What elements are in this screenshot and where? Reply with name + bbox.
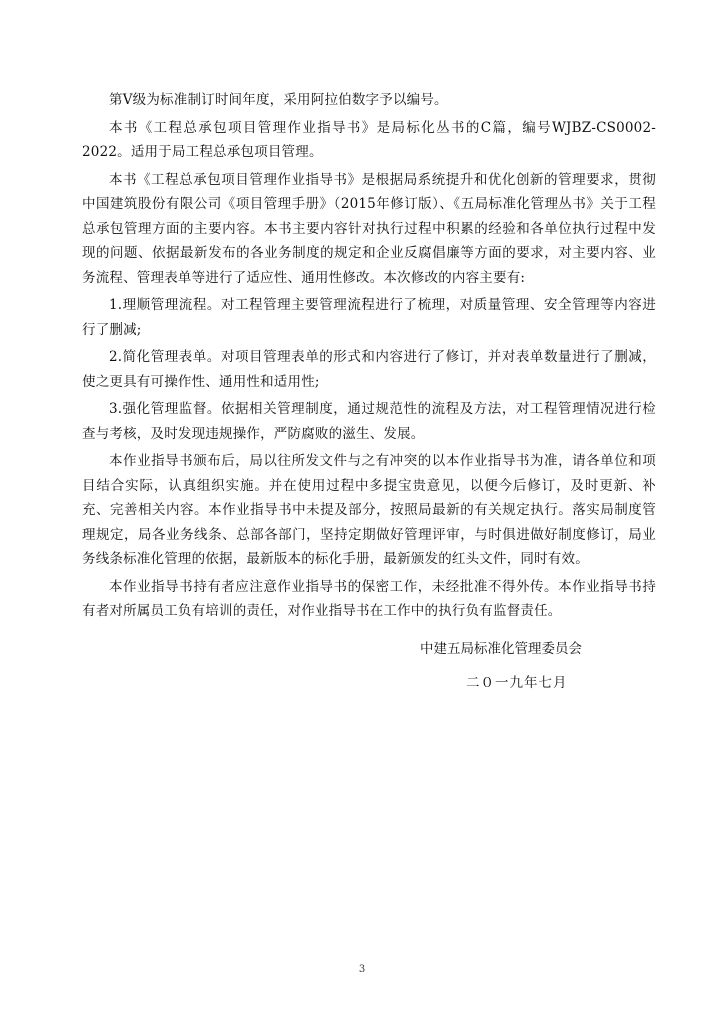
signature-date: 二０一九年七月	[466, 675, 568, 691]
paragraph-confidentiality: 本作业指导书持有者应注意作业指导书的保密工作，未经批准不得外传。本作业指导书持有者对所属员工负有培训的责任，对作业指导书在工作中的执行负有监督责任。	[82, 578, 656, 619]
signature-organization: 中建五局标准化管理委员会	[420, 641, 582, 657]
body-text	[82, 88, 656, 627]
signature-block	[420, 637, 650, 695]
page-number: 3	[358, 964, 366, 975]
paragraph-book-basis: 本书《工程总承包项目管理作业指导书》是根据局系统提升和优化创新的管理要求，贯彻中国建筑股份有限公司《项目管理手册》（2015年修订版）、《五局标准化管理丛书》关于工程总承包管理方面的主要内容。本书主要内容针对执行过程中积累的经验和各单位执行过程中发现的问题、依据最新发布的各业务制度的规定和企业反腐倡廉等方面的要求，对主要内容、业务流程、管理表单等进行了适应性、通用性修改。本次修改的内容主要有:	[82, 171, 656, 286]
paragraph-implementation: 本作业指导书颁布后，局以往所发文件与之有冲突的以本作业指导书为准，请各单位和项目结合实际，认真组织实施。并在使用过程中多提宝贵意见，以便今后修订，及时更新、补充、完善相关内容。本作业指导书中未提及部分，按照局最新的有关规定执行。落实局制度管理规定，局各业务线条、总部各部门，坚持定期做好管理评审，与时俱进做好制度修订，局业务线条标准化管理的依据，最新版本的标化手册，最新颁发的红头文件，同时有效。	[82, 453, 656, 567]
paragraph-book-code: 本书《工程总承包项目管理作业指导书》是局标化丛书的C篇，编号WJBZ-CS0002-2022。适用于局工程总承包项目管理。	[82, 119, 656, 160]
paragraph-level-numbering: 第Ⅴ级为标准制订时间年度，采用阿拉伯数字予以编号。	[109, 92, 448, 108]
paragraph-revision-3: 3.强化管理监督。依据相关管理制度，通过规范性的流程及方法，对工程管理情况进行检查与考核，及时发现违规操作，严防腐败的滋生、发展。	[82, 401, 656, 442]
paragraph-revision-1: 1.理顺管理流程。对工程管理主要管理流程进行了梳理，对质量管理、安全管理等内容进行了删减;	[82, 297, 656, 338]
paragraph-revision-2: 2.简化管理表单。对项目管理表单的形式和内容进行了修订，并对表单数量进行了删减，使之更具有可操作性、通用性和适用性;	[82, 349, 656, 390]
